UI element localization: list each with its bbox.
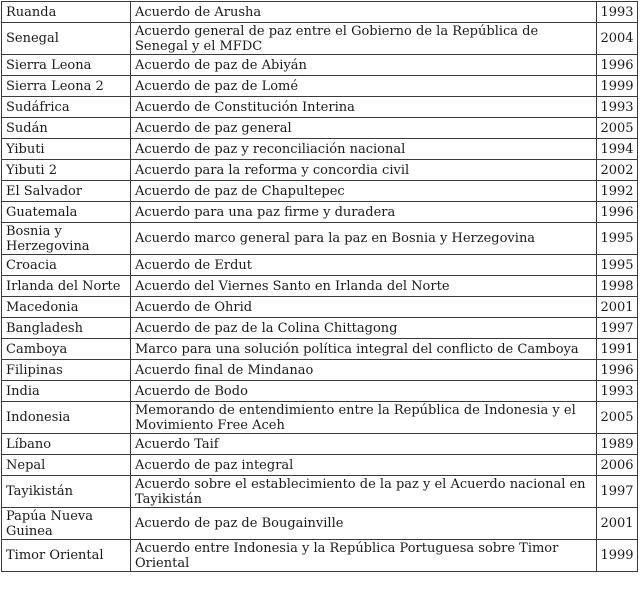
table-row xyxy=(2,76,638,97)
country-cell: Croacia xyxy=(2,255,131,276)
country-cell: Sierra Leona 2 xyxy=(2,76,131,97)
agreement-cell: Acuerdo de paz integral xyxy=(131,455,597,476)
table-row xyxy=(2,23,638,55)
table-row xyxy=(2,223,638,255)
agreement-cell: Acuerdo de Arusha xyxy=(131,2,597,23)
agreement-cell: Memorando de entendimiento entre la República de Indonesia y el Movimiento Free Aceh xyxy=(131,402,597,434)
country-cell: Sierra Leona xyxy=(2,55,131,76)
year-cell: 2005 xyxy=(597,402,638,434)
table-row xyxy=(2,202,638,223)
agreement-cell: Acuerdo Taif xyxy=(131,434,597,455)
year-cell: 1995 xyxy=(597,255,638,276)
country-cell: Timor Oriental xyxy=(2,540,131,572)
year-cell: 1993 xyxy=(597,2,638,23)
country-cell: Camboya xyxy=(2,339,131,360)
year-cell: 1997 xyxy=(597,318,638,339)
agreement-cell: Acuerdo general de paz entre el Gobierno de la República de Senegal y el MFDC xyxy=(131,23,597,55)
agreement-cell: Acuerdo de Ohrid xyxy=(131,297,597,318)
year-cell: 2001 xyxy=(597,508,638,540)
table-row xyxy=(2,381,638,402)
agreement-cell: Acuerdo de paz de Chapultepec xyxy=(131,181,597,202)
country-cell: Macedonia xyxy=(2,297,131,318)
country-cell: Yibuti 2 xyxy=(2,160,131,181)
country-cell: India xyxy=(2,381,131,402)
agreement-cell: Acuerdo de paz de la Colina Chittagong xyxy=(131,318,597,339)
country-cell: Líbano xyxy=(2,434,131,455)
country-cell: Indonesia xyxy=(2,402,131,434)
country-cell: Guatemala xyxy=(2,202,131,223)
table-row xyxy=(2,118,638,139)
table-row xyxy=(2,97,638,118)
country-cell: Nepal xyxy=(2,455,131,476)
agreement-cell: Acuerdo de Erdut xyxy=(131,255,597,276)
agreement-cell: Acuerdo del Viernes Santo en Irlanda del Norte xyxy=(131,276,597,297)
year-cell: 1998 xyxy=(597,276,638,297)
country-cell: El Salvador xyxy=(2,181,131,202)
country-cell: Papúa Nueva Guinea xyxy=(2,508,131,540)
table-row xyxy=(2,255,638,276)
year-cell: 1999 xyxy=(597,76,638,97)
year-cell: 1993 xyxy=(597,97,638,118)
country-cell: Irlanda del Norte xyxy=(2,276,131,297)
year-cell: 1999 xyxy=(597,540,638,572)
peace-agreements-table xyxy=(1,1,638,572)
table-row xyxy=(2,540,638,572)
year-cell: 1993 xyxy=(597,381,638,402)
agreement-cell: Acuerdo de paz de Bougainville xyxy=(131,508,597,540)
year-cell: 1997 xyxy=(597,476,638,508)
country-cell: Tayikistán xyxy=(2,476,131,508)
country-cell: Sudáfrica xyxy=(2,97,131,118)
agreement-cell: Acuerdo final de Mindanao xyxy=(131,360,597,381)
year-cell: 2001 xyxy=(597,297,638,318)
year-cell: 1996 xyxy=(597,202,638,223)
year-cell: 1996 xyxy=(597,55,638,76)
agreement-cell: Acuerdo de paz general xyxy=(131,118,597,139)
table-row xyxy=(2,360,638,381)
table-row xyxy=(2,455,638,476)
year-cell: 1991 xyxy=(597,339,638,360)
agreement-cell: Acuerdo de paz y reconciliación nacional xyxy=(131,139,597,160)
table-row xyxy=(2,402,638,434)
year-cell: 2002 xyxy=(597,160,638,181)
table-row xyxy=(2,297,638,318)
country-cell: Bangladesh xyxy=(2,318,131,339)
agreement-cell: Acuerdo entre Indonesia y la República Portuguesa sobre Timor Oriental xyxy=(131,540,597,572)
table-row xyxy=(2,181,638,202)
agreement-cell: Marco para una solución política integral del conflicto de Camboya xyxy=(131,339,597,360)
agreement-cell: Acuerdo para una paz firme y duradera xyxy=(131,202,597,223)
table-row xyxy=(2,476,638,508)
agreement-cell: Acuerdo de paz de Lomé xyxy=(131,76,597,97)
country-cell: Bosnia y Herzegovina xyxy=(2,223,131,255)
country-cell: Filipinas xyxy=(2,360,131,381)
agreement-cell: Acuerdo de Bodo xyxy=(131,381,597,402)
table-row xyxy=(2,55,638,76)
year-cell: 2006 xyxy=(597,455,638,476)
table-body xyxy=(2,2,638,572)
year-cell: 1989 xyxy=(597,434,638,455)
year-cell: 1995 xyxy=(597,223,638,255)
agreement-cell: Acuerdo de Constitución Interina xyxy=(131,97,597,118)
agreement-cell: Acuerdo marco general para la paz en Bosnia y Herzegovina xyxy=(131,223,597,255)
country-cell: Yibuti xyxy=(2,139,131,160)
year-cell: 2005 xyxy=(597,118,638,139)
table-row xyxy=(2,339,638,360)
table-row xyxy=(2,2,638,23)
agreement-cell: Acuerdo para la reforma y concordia civil xyxy=(131,160,597,181)
table-row xyxy=(2,276,638,297)
country-cell: Senegal xyxy=(2,23,131,55)
table-row xyxy=(2,318,638,339)
year-cell: 1994 xyxy=(597,139,638,160)
agreement-cell: Acuerdo sobre el establecimiento de la paz y el Acuerdo nacional en Tayikistán xyxy=(131,476,597,508)
year-cell: 1992 xyxy=(597,181,638,202)
country-cell: Sudán xyxy=(2,118,131,139)
table-row xyxy=(2,434,638,455)
year-cell: 1996 xyxy=(597,360,638,381)
year-cell: 2004 xyxy=(597,23,638,55)
country-cell: Ruanda xyxy=(2,2,131,23)
agreement-cell: Acuerdo de paz de Abiyán xyxy=(131,55,597,76)
table-row xyxy=(2,139,638,160)
table-row xyxy=(2,508,638,540)
table-row xyxy=(2,160,638,181)
